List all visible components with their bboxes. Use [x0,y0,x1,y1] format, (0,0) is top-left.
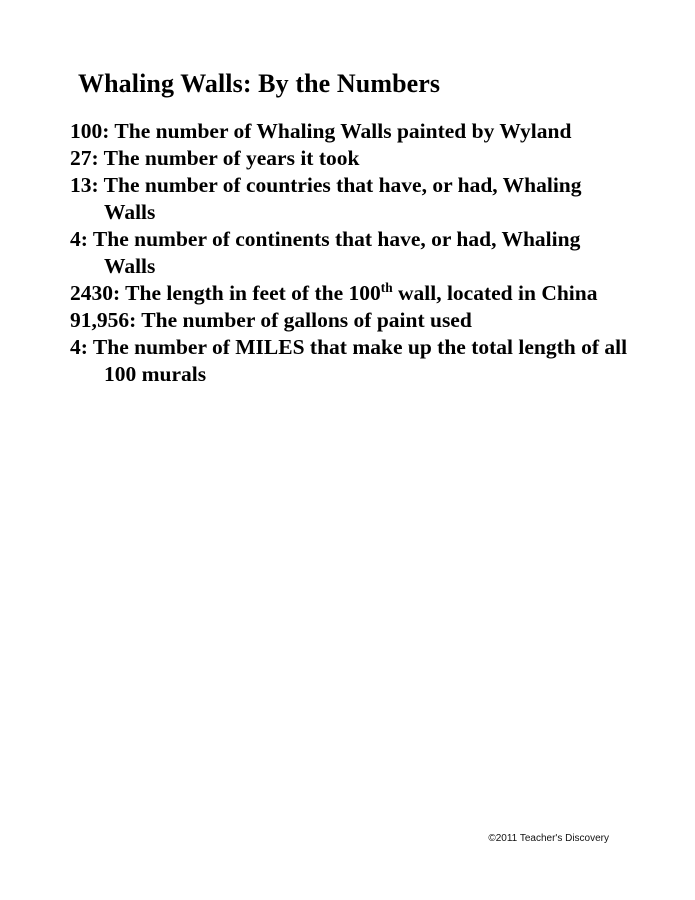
fact-text: The number of gallons of paint used [141,308,472,332]
fact-text: The number of continents that have, or had, Whaling Walls [92,227,581,278]
fact-lead: 27: [70,146,104,170]
fact-text: The number of countries that have, or had, Whaling Walls [103,173,582,224]
list-item [70,145,630,172]
fact-text: The number of years it took [103,146,360,170]
fact-lead: 4: [70,335,93,359]
page-title: Whaling Walls: By the Numbers [78,69,441,99]
list-item [70,172,630,226]
ordinal-superscript: th [380,279,393,295]
fact-lead: 91,956: [70,308,142,332]
fact-lead: 4: [70,227,93,251]
list-item [70,226,630,280]
fact-lead: 13: [70,173,104,197]
fact-lead: 100: [70,119,115,143]
fact-text-before-superscript: The length in feet of the 100 [125,281,381,305]
fact-text: The number of MILES that make up the total length of all 100 murals [92,335,628,386]
list-item [70,280,630,307]
fact-text-after-superscript: wall, located in China [392,281,598,305]
list-item [70,334,630,388]
fact-lead: 2430: [70,281,126,305]
fact-text: The number of Whaling Walls painted by Wyland [114,119,572,143]
list-item [70,118,630,145]
facts-list [70,118,630,388]
copyright-notice: ©2011 Teacher's Discovery [488,833,609,844]
list-item [70,307,630,334]
